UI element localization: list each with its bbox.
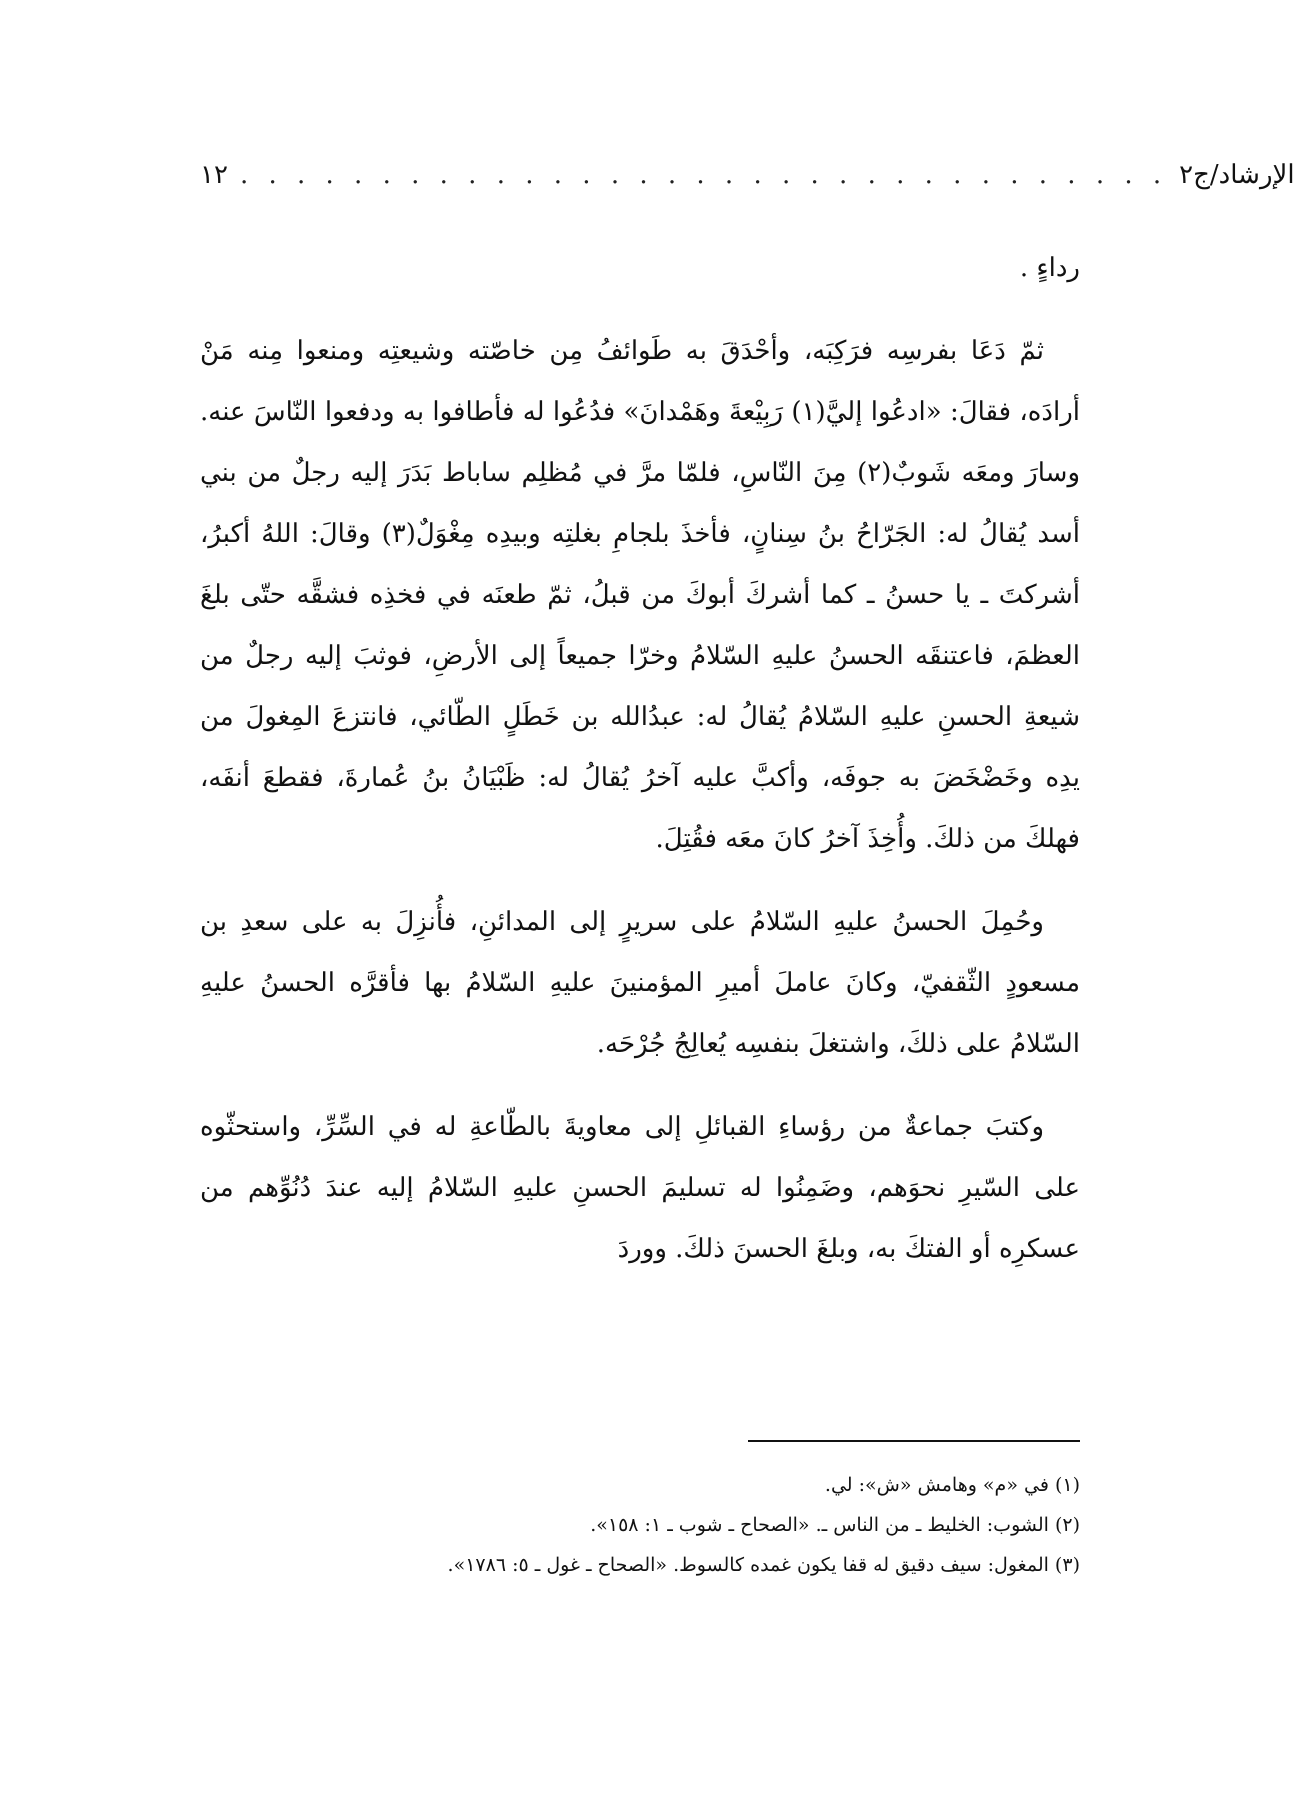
footnote-separator	[748, 1440, 1080, 1442]
paragraph: وحُمِلَ الحسنُ عليهِ السّلامُ على سريرٍ إلى المدائنِ، فأُنزِلَ به على سعدِ بن مسعودٍ الثّقفيّ، وكانَ عاملَ أميرِ المؤمنينَ عليهِ السّلامُ بها فأقرَّه الحسنُ عليهِ السّلامُ على ذلكَ، واشتغلَ بنفسِه يُعالِجُ جُرْحَه.	[200, 907, 1080, 1059]
page-header	[200, 150, 1295, 200]
main-text	[200, 238, 1080, 1280]
paragraph: وكتبَ جماعةٌ من رؤساءِ القبائلِ إلى معاويةَ بالطّاعةِ له في السِّرِّ، واستحثّوه على السّيرِ نحوَهم، وضَمِنُوا له تسليمَ الحسنِ عليهِ السّلامُ إليه عندَ دُنُوِّهم من عسكرِه أو الفتكَ به، وبلغَ الحسنَ ذلكَ. ووردَ	[200, 1112, 1080, 1264]
running-title: الإرشاد/ج٢	[1179, 160, 1295, 190]
page-number: ١٢	[200, 160, 228, 190]
footnote: (١) في «م» وهامش «ش»: لي.	[824, 1474, 1080, 1496]
footnotes	[200, 1465, 1080, 1585]
footnote: (٣) المغول: سيف دقيق له قفا يكون غمده كالسوط. «الصحاح ـ غول ـ ٥: ١٧٨٦».	[447, 1554, 1080, 1576]
leader-dots: . . . . . . . . . . . . . . . . . . . . . . . . . . . . . . . . .	[239, 160, 1168, 190]
paragraph-continuation: رداءٍ .	[1019, 253, 1080, 283]
footnote: (٢) الشوب: الخليط ـ من الناس ـ. «الصحاح ـ شوب ـ ١: ١٥٨».	[590, 1514, 1080, 1536]
paragraph: ثمّ دَعَا بفرسِه فرَكِبَه، وأحْدَقَ به طَوائفُ مِن خاصّته وشيعتِه ومنعوا مِنه مَنْ أرادَه، فقالَ: «ادعُوا إليَّ(١) رَبِيْعةَ وهَمْدانَ» فدُعُوا له فأطافوا به ودفعوا النّاسَ عنه. وسارَ ومعَه شَوبٌ(٢) مِنَ النّاسِ، فلمّا مرَّ في مُظلِم ساباط بَدَرَ إليه رجلٌ من بني أسد يُقالُ له: الجَرّاحُ بنُ سِنانٍ، فأخذَ بلجامِ بغلتِه وبيدِه مِغْوَلٌ(٣) وقالَ: اللهُ أكبرُ، أشركتَ ـ يا حسنُ ـ كما أشركَ أبوكَ من قبلُ، ثمّ طعنَه في فخذِه فشقَّه حتّى بلغَ العظمَ، فاعتنقَه الحسنُ عليهِ السّلامُ وخرّا جميعاً إلى الأرضِ، فوثبَ إليه رجلٌ من شيعةِ الحسنِ عليهِ السّلامُ يُقالُ له: عبدُالله بن خَطَلٍ الطّائي، فانتزعَ المِغولَ من يدِه وخَضْخَضَ به جوفَه، وأكبَّ عليه آخرُ يُقالُ له: ظَبْيَانُ بنُ عُمارةَ، فقطعَ أنفَه، فهلكَ من ذلكَ. وأُخِذَ آخرُ كانَ معَه فقُتِلَ.	[200, 336, 1080, 854]
